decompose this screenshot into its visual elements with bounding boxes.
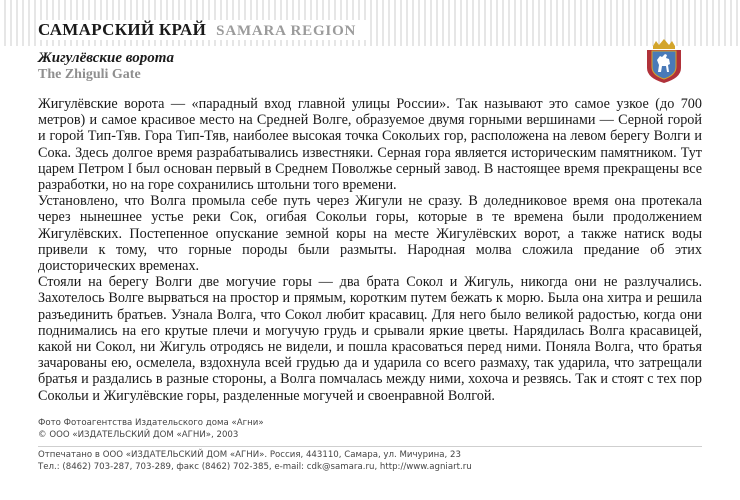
header (38, 20, 366, 40)
publisher-info (38, 450, 472, 473)
printed-by-line: Отпечатано в ООО «ИЗДАТЕЛЬСКИЙ ДОМ «АГНИ». Россия, 443110, Самара, ул. Мичурина, 23 (38, 450, 461, 460)
region-title-en: SAMARA REGION (216, 23, 357, 39)
article-body (38, 96, 702, 404)
samara-coat-of-arms-icon (644, 38, 684, 84)
footer-divider (38, 446, 702, 447)
article-paragraph: Стояли на берегу Волги две могучие горы — два брата Сокол и Жигуль, никогда они не разлучались. Захотелось Волге вырваться на простор и прямым, коротким путем бежать к морю. Была она хитра и решила разъединить братьев. Узнала Волга, что Сокол любит красавиц. Для него было великой радостью, когда они поднимались на его крутые плечи и могучую грудь и срывали яркие цветы. Нарядилась Волга красавицей, какой ни Сокол, ни Жигуль отродясь не видели, и пошла красоваться перед ними. Поняла Волга, что братья зачарованы ею, осмелела, вздохнула всей грудью да и ударила со всего размаху, так ударила, что затрещали братья и раздались в разные стороны, а Волга помчалась между ними, хохоча и резвясь. Так и стоят с тех пор Сокольи и Жигулёвские горы, разделенные могучей и своенравной Волгой. (38, 274, 702, 404)
article-paragraph: Установлено, что Волга промыла себе путь через Жигули не сразу. В доледниковое время она протекала через нынешнее устье реки Сок, огибая Сокольи горы, которые в те времена были продолжением Жигулёвских. Постепенное опускание земной коры на месте Жигулёвских ворот, а также натиск воды привели к тому, что горные породы были размыты. Народная молва сложила предание об этих доисторических временах. (38, 193, 702, 275)
contacts-line: Тел.: (8462) 703-287, 703-289, факс (8462) 702-385, e-mail: cdk@samara.ru, http://www.agniart.ru (38, 461, 472, 472)
article-paragraph: Жигулёвские ворота — «парадный вход главной улицы России». Так называют это самое узкое (до 700 метров) и самое красивое место на Средней Волге, образуемое двумя горными вершинами — Серной горой и горой Тип-Тяв. Гора Тип-Тяв, наиболее высокая точка Сокольих гор, расположена на левом берегу Волги и Сока. Здесь долгое время разрабатывались известняки. Серная гора является историческим памятником. Тут царем Петром I был основан первый в Среднем Поволжье серный завод. В настоящее время прекращены все разработки, но на горе сохранились штольни того времени. (38, 96, 702, 194)
region-title-ru: САМАРСКИЙ КРАЙ (38, 20, 207, 39)
page-title-en: The Zhiguli Gate (38, 67, 141, 82)
photo-credit: Фото Фотоагентства Издательского дома «Агни» (38, 418, 264, 428)
credits (38, 418, 264, 441)
emblem-crown (653, 39, 675, 49)
page-title-ru: Жигулёвские ворота (38, 50, 174, 66)
copyright-line: © ООО «ИЗДАТЕЛЬСКИЙ ДОМ «АГНИ», 2003 (38, 429, 239, 440)
